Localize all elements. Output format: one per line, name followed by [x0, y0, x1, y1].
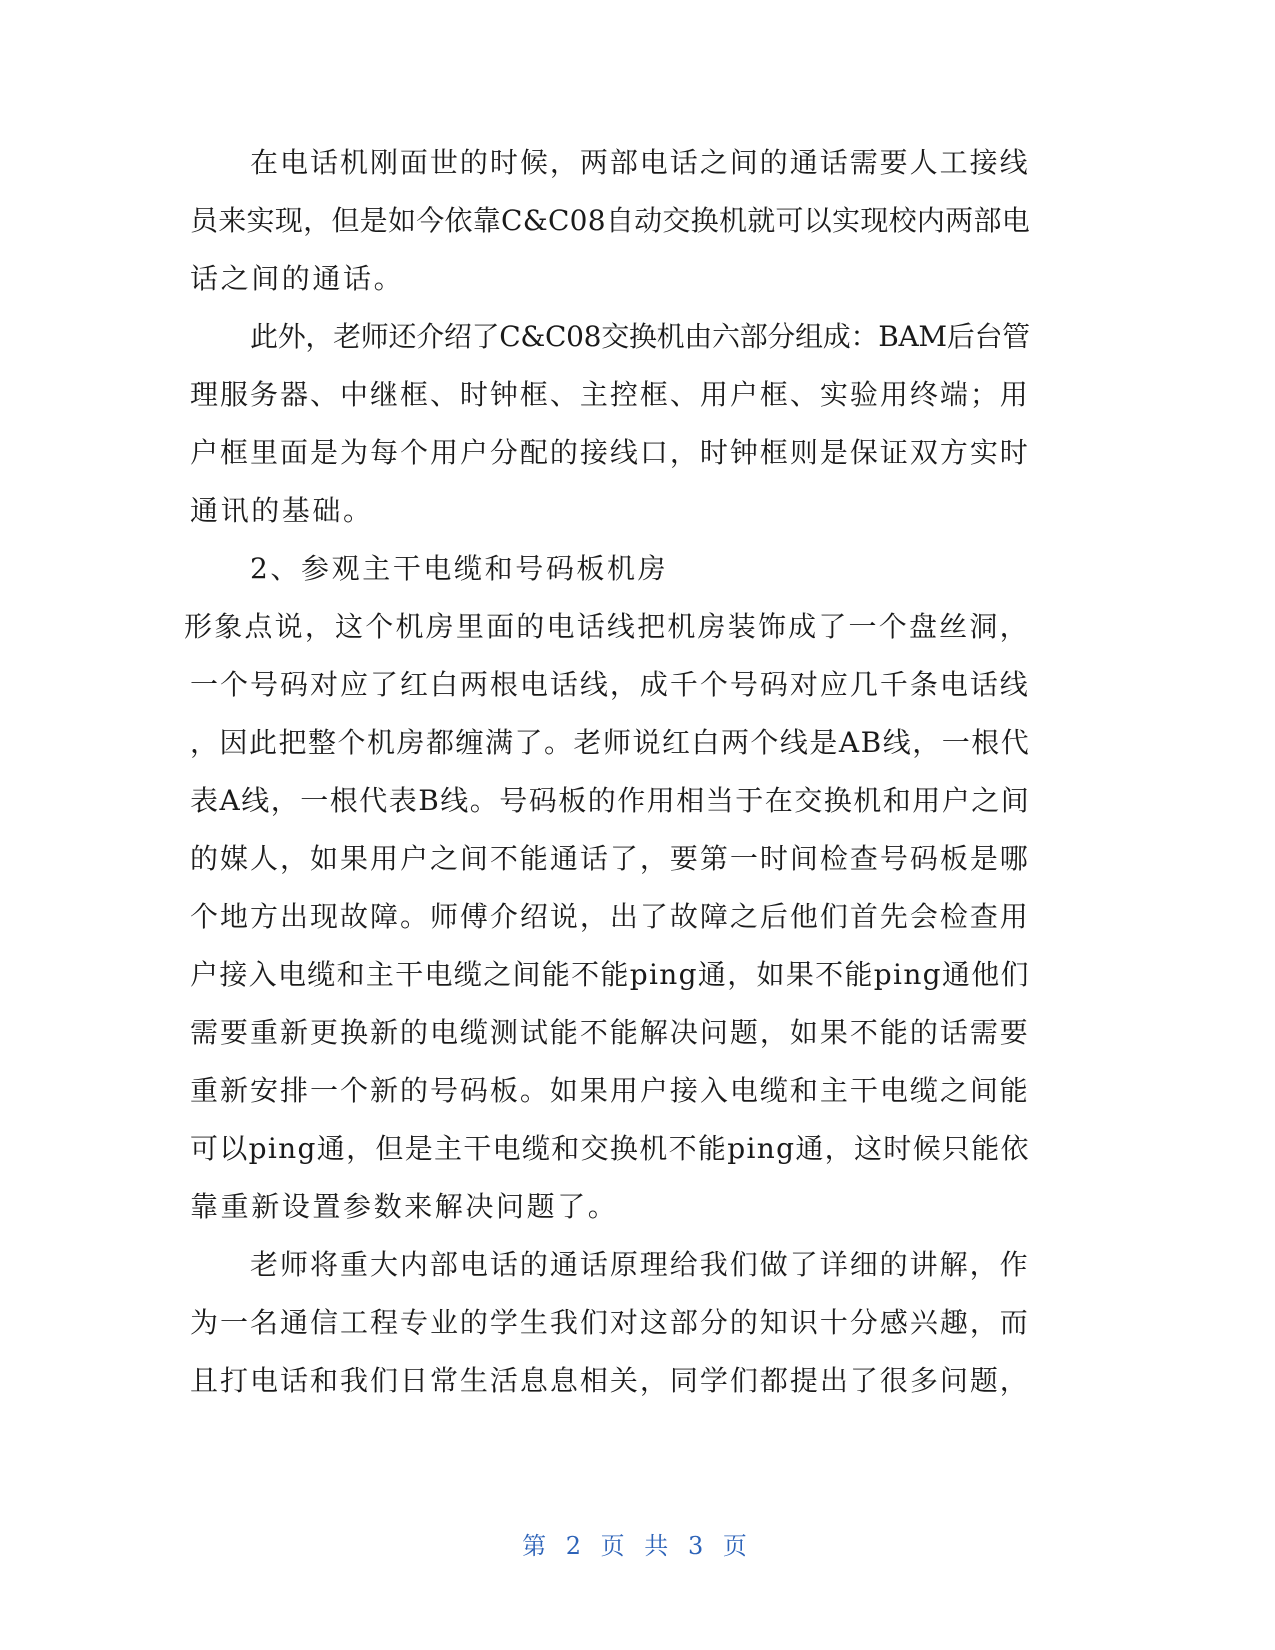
- paragraph-3-line-3: ，因此把整个机房都缠满了。老师说红白两个线是AB线，一根代: [190, 726, 1031, 759]
- paragraph-3-line-11: 靠重新设置参数来解决问题了。: [190, 1190, 619, 1223]
- paragraph-3-line-2: 一个号码对应了红白两根电话线，成千个号码对应几千条电话线: [190, 668, 1030, 701]
- paragraph-3-line-1: 形象点说，这个机房里面的电话线把机房装饰成了一个盘丝洞，: [184, 610, 1030, 643]
- paragraph-1-line-3: 话之间的通话。: [190, 262, 405, 295]
- paragraph-2-line-3: 户框里面是为每个用户分配的接线口，时钟框则是保证双方实时: [190, 436, 1030, 469]
- paragraph-4-line-1: 老师将重大内部电话的通话原理给我们做了详细的讲解，作: [250, 1248, 1030, 1281]
- paragraph-3-line-10: 可以ping通，但是主干电缆和交换机不能ping通，这时候只能依: [190, 1132, 1030, 1165]
- paragraph-1-line-1: 在电话机刚面世的时候，两部电话之间的通话需要人工接线: [250, 146, 1030, 179]
- paragraph-2-line-1: 此外，老师还介绍了C&C08交换机由六部分组成：BAM后台管: [250, 320, 1030, 353]
- paragraph-3-line-4: 表A线，一根代表B线。号码板的作用相当于在交换机和用户之间: [190, 784, 1031, 817]
- paragraph-4-line-2: 为一名通信工程专业的学生我们对这部分的知识十分感兴趣，而: [190, 1306, 1030, 1339]
- paragraph-3-line-9: 重新安排一个新的号码板。如果用户接入电缆和主干电缆之间能: [190, 1074, 1030, 1107]
- paragraph-2-line-2: 理服务器、中继框、时钟框、主控框、用户框、实验用终端；用: [190, 378, 1030, 411]
- paragraph-3-line-8: 需要重新更换新的电缆测试能不能解决问题，如果不能的话需要: [190, 1016, 1030, 1049]
- paragraph-2-line-4: 通讯的基础。: [190, 494, 374, 527]
- paragraph-3-line-7: 户接入电缆和主干电缆之间能不能ping通，如果不能ping通他们: [190, 958, 1030, 991]
- paragraph-1-line-2: 员来实现，但是如今依靠C&C08自动交换机就可以实现校内两部电: [190, 204, 1031, 237]
- paragraph-4-line-3: 且打电话和我们日常生活息息相关，同学们都提出了很多问题，: [190, 1364, 1030, 1397]
- page-number-footer: 第 2 页 共 3 页: [522, 1532, 753, 1560]
- paragraph-3-line-6: 个地方出现故障。师傅介绍说，出了故障之后他们首先会检查用: [190, 900, 1030, 933]
- section-heading: 2、参观主干电缆和号码板机房: [250, 552, 669, 585]
- paragraph-3-line-5: 的媒人，如果用户之间不能通话了，要第一时间检查号码板是哪: [190, 842, 1030, 875]
